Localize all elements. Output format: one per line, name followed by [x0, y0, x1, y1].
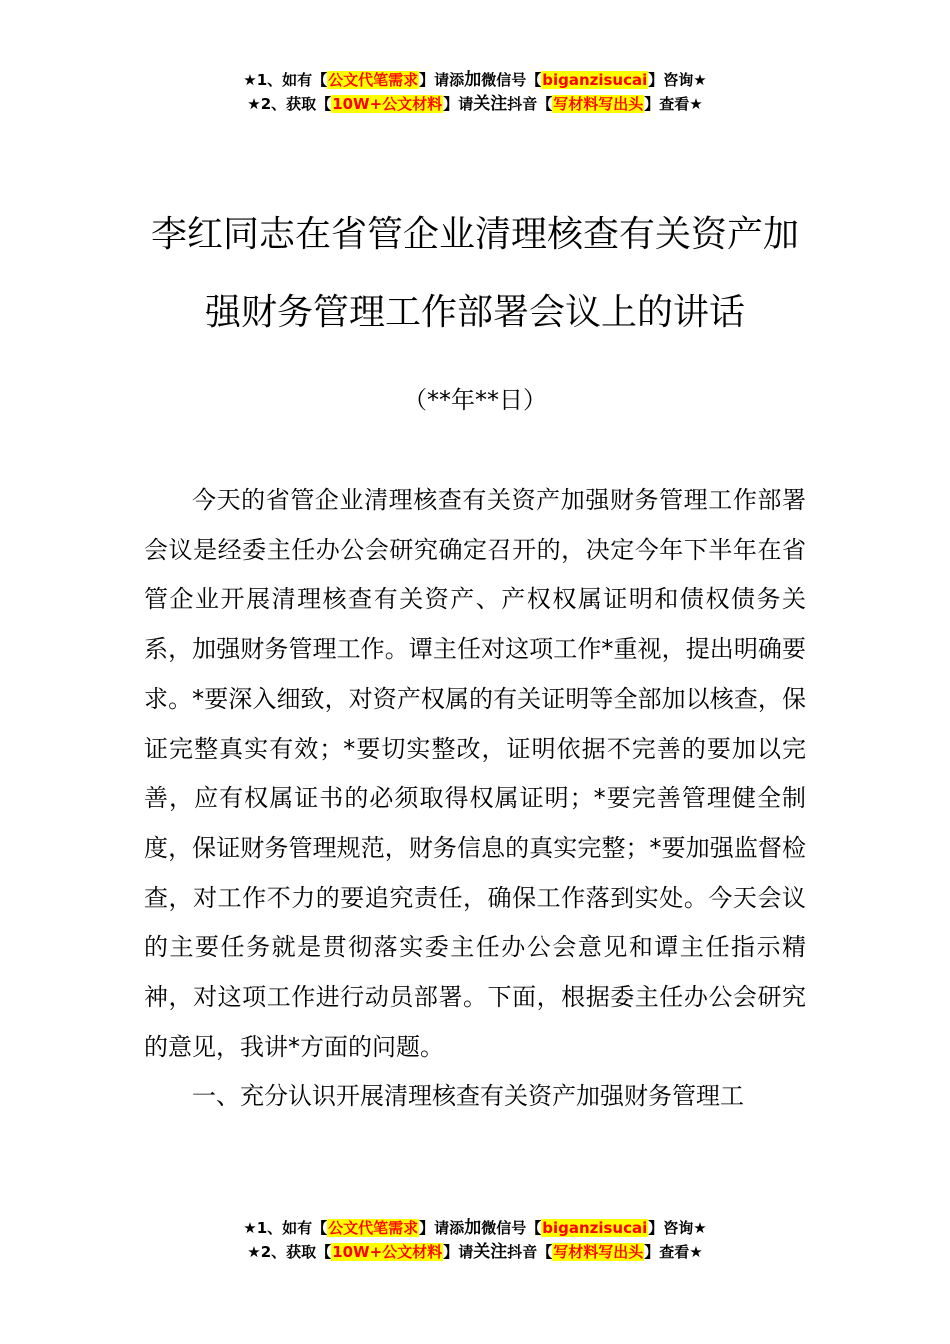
promo-highlight-materials: 10W+公文材料	[332, 1243, 443, 1261]
promo-text: 微信号【	[481, 1219, 542, 1237]
promo-emphasis: 加	[464, 70, 482, 90]
body-paragraph: 今天的省管企业清理核查有关资产加强财务管理工作部署会议是经委主任办公会研究确定召开的，决定今年下半年在省管企业开展清理核查有关资产、产权权属证明和债权债务关系，加强财务管理工作。谭主任对这项工作*重视，提出明确要求。*要深入细致，对资产权属的有关证明等全部加以核查，保证完整真实有效；*要切实整改，证明依据不完善的要加以完善，应有权属证书的必须取得权属证明；*要完善管理健全制度，保证财务管理规范，财务信息的真实完整；*要加强监督检查，对工作不力的要追究责任，确保工作落到实处。今天会议的主要任务就是贯彻落实委主任办公会意见和谭主任指示精神，对这项工作进行动员部署。下面，根据委主任办公会研究的意见，我讲*方面的问题。	[144, 486, 806, 1061]
promo-emphasis: 关注	[473, 1242, 508, 1262]
promo-text: 】请添	[419, 71, 465, 89]
header-promo-banner	[0, 68, 950, 116]
promo-text: ★1、如有【	[243, 1219, 328, 1237]
promo-text: 】请添	[419, 1219, 465, 1237]
promo-emphasis: 加	[464, 1218, 482, 1238]
promo-highlight-service: 公文代笔需求	[328, 71, 419, 89]
promo-highlight-materials: 10W+公文材料	[332, 95, 443, 113]
promo-line-1	[0, 1216, 950, 1240]
promo-text: 】请	[443, 1243, 474, 1261]
promo-line-2	[0, 1240, 950, 1264]
document-date: （**年**日）	[403, 386, 547, 414]
footer-promo-banner	[0, 1216, 950, 1264]
title-line-2: 强财务管理工作部署会议上的讲话	[204, 292, 745, 333]
promo-text: 微信号【	[481, 71, 542, 89]
promo-text: 抖音【	[507, 1243, 553, 1261]
promo-text: 抖音【	[507, 95, 553, 113]
promo-text: ★2、获取【	[247, 1243, 332, 1261]
promo-text: 】咨询★	[648, 1219, 707, 1237]
promo-emphasis: 关注	[473, 94, 508, 114]
promo-text: 】咨询★	[648, 71, 707, 89]
promo-text: 】查看★	[644, 1243, 703, 1261]
document-body	[144, 476, 806, 1122]
promo-highlight-douyin: 写材料写出头	[553, 1243, 644, 1261]
promo-text: ★1、如有【	[243, 71, 328, 89]
promo-highlight-douyin: 写材料写出头	[553, 95, 644, 113]
section-heading: 一、充分认识开展清理核查有关资产加强财务管理工	[192, 1082, 744, 1111]
promo-line-1	[0, 68, 950, 92]
promo-line-2	[0, 92, 950, 116]
promo-text: 】请	[443, 95, 474, 113]
title-line-1: 李红同志在省管企业清理核查有关资产加	[150, 214, 799, 255]
promo-text: ★2、获取【	[247, 95, 332, 113]
document-title	[120, 196, 830, 352]
promo-text: 】查看★	[644, 95, 703, 113]
promo-highlight-wechat: biganzisucai	[542, 71, 648, 89]
promo-highlight-service: 公文代笔需求	[328, 1219, 419, 1237]
promo-highlight-wechat: biganzisucai	[542, 1219, 648, 1237]
